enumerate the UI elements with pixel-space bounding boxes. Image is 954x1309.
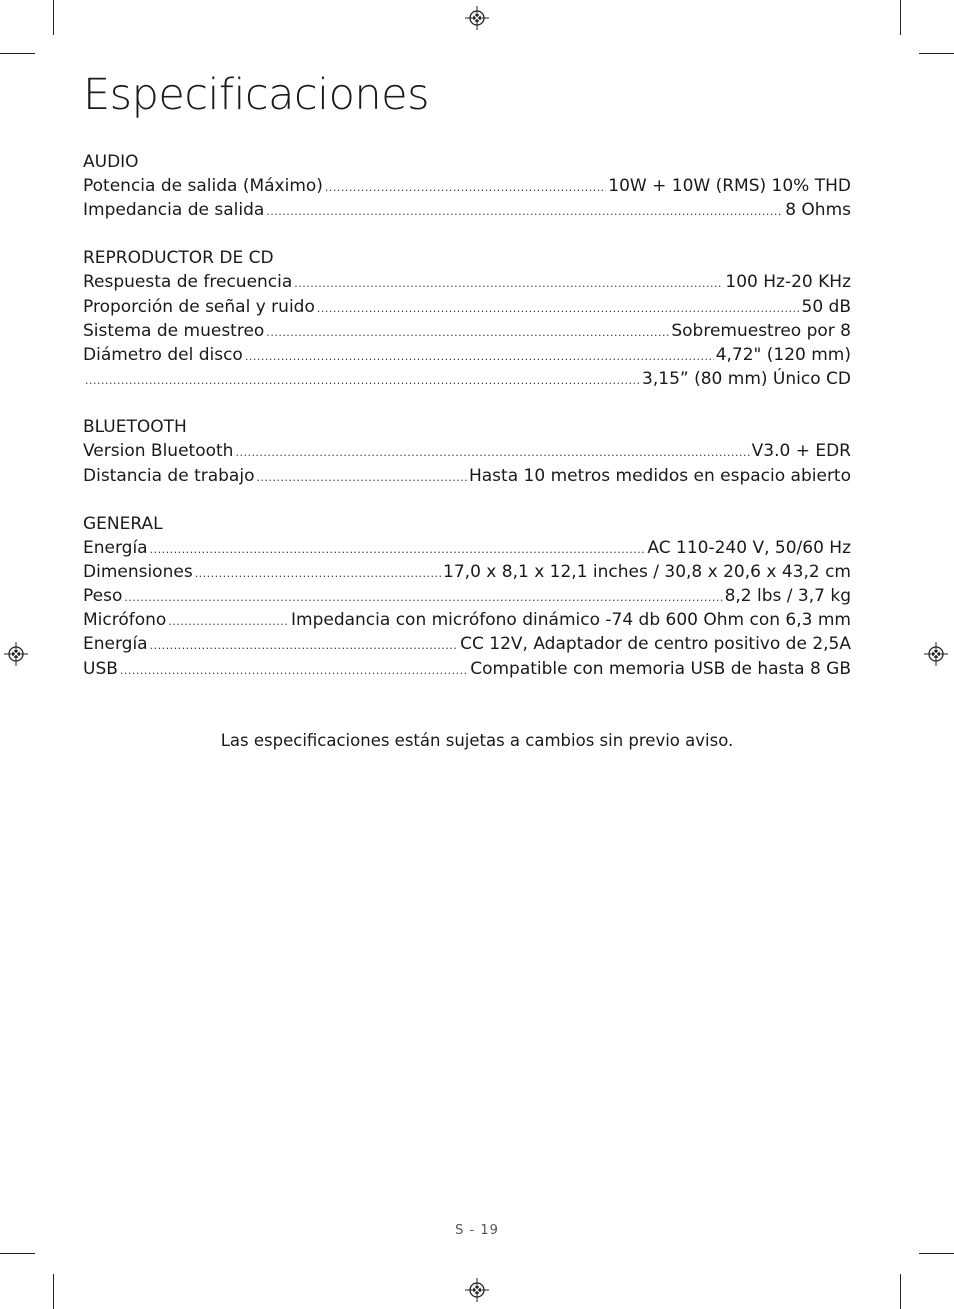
spec-label: Sistema de muestreo xyxy=(83,320,265,341)
spec-value: 10W + 10W (RMS) 10% THD xyxy=(608,176,851,196)
crop-mark xyxy=(0,1253,35,1254)
dot-leader xyxy=(325,176,606,198)
page-title: Especificaciones xyxy=(83,70,429,120)
spec-row xyxy=(83,367,851,391)
dot-leader xyxy=(124,586,722,608)
spec-label: Version Bluetooth xyxy=(83,441,234,462)
section-cd-player xyxy=(83,246,851,391)
spec-row xyxy=(83,632,851,656)
crop-mark xyxy=(53,0,54,35)
section-bluetooth xyxy=(83,415,851,487)
crop-mark xyxy=(919,53,954,54)
page-number: S - 19 xyxy=(455,1223,499,1238)
dot-leader xyxy=(85,369,640,391)
spec-label: Energía xyxy=(83,537,148,558)
spec-row xyxy=(83,657,851,681)
spec-value: Compatible con memoria USB de hasta 8 GB xyxy=(470,658,851,679)
spec-value: 8,2 lbs / 3,7 kg xyxy=(724,586,851,607)
dot-leader xyxy=(266,321,669,343)
spec-label: Micrófono xyxy=(83,610,167,631)
crop-mark xyxy=(0,53,35,54)
spec-row xyxy=(83,295,851,319)
spec-row xyxy=(83,270,851,294)
spec-value: Impedancia con micrófono dinámico -74 db 600 Ohm con 6,3 mm xyxy=(291,610,851,631)
spec-label: Energía xyxy=(83,634,148,655)
spec-row xyxy=(83,174,851,198)
spec-row xyxy=(83,198,851,222)
registration-mark-icon xyxy=(4,642,28,666)
crop-mark xyxy=(900,1274,901,1309)
section-heading: GENERAL xyxy=(83,513,163,534)
spec-row xyxy=(83,439,851,463)
dot-leader xyxy=(120,659,468,681)
spec-value: 8 Ohms xyxy=(785,200,851,221)
spec-label: Distancia de trabajo xyxy=(83,465,255,486)
registration-mark-icon xyxy=(465,1278,489,1302)
spec-row xyxy=(83,343,851,367)
spec-label: Proporción de señal y ruido xyxy=(83,296,315,317)
spec-value: 3,15” (80 mm) Único CD xyxy=(642,369,851,390)
section-audio xyxy=(83,150,851,222)
spec-label: Dimensiones xyxy=(83,561,193,582)
spec-value: 4,72" (120 mm) xyxy=(715,344,851,365)
dot-leader xyxy=(317,297,800,319)
spec-label: Respuesta de frecuencia xyxy=(83,272,293,293)
crop-mark xyxy=(53,1274,54,1309)
spec-row xyxy=(83,319,851,343)
spec-label: Potencia de salida (Máximo) xyxy=(83,176,323,196)
spec-label: USB xyxy=(83,658,118,679)
spec-label: Diámetro del disco xyxy=(83,344,243,365)
spec-value: CC 12V, Adaptador de centro positivo de 2,5A xyxy=(460,634,851,655)
spec-row xyxy=(83,584,851,608)
crop-mark xyxy=(900,0,901,35)
dot-leader xyxy=(294,272,723,294)
spec-row xyxy=(83,560,851,584)
dot-leader xyxy=(256,466,467,488)
spec-value: 100 Hz-20 KHz xyxy=(725,272,851,293)
dot-leader xyxy=(245,345,714,367)
spec-value: 50 dB xyxy=(801,296,851,317)
crop-mark xyxy=(919,1253,954,1254)
dot-leader xyxy=(150,538,646,560)
spec-row xyxy=(83,536,851,560)
disclaimer-note: Las especificaciones están sujetas a cambios sin previo aviso. xyxy=(220,731,734,750)
registration-mark-icon xyxy=(465,6,489,30)
spec-value: Sobremuestreo por 8 xyxy=(671,320,851,341)
spec-value: 17,0 x 8,1 x 12,1 inches / 30,8 x 20,6 x 43,2 cm xyxy=(443,561,851,582)
section-heading: BLUETOOTH xyxy=(83,417,187,438)
spec-label: Impedancia de salida xyxy=(83,200,265,221)
spec-list xyxy=(83,150,851,705)
section-general xyxy=(83,512,851,681)
spec-value: AC 110-240 V, 50/60 Hz xyxy=(647,537,851,558)
spec-value: Hasta 10 metros medidos en espacio abierto xyxy=(468,465,851,486)
dot-leader xyxy=(266,200,783,222)
dot-leader xyxy=(195,562,441,584)
registration-mark-icon xyxy=(924,642,948,666)
spec-value: V3.0 + EDR xyxy=(751,441,851,462)
dot-leader xyxy=(168,610,289,632)
dot-leader xyxy=(235,441,749,463)
section-heading: AUDIO xyxy=(83,152,139,172)
spec-label: Peso xyxy=(83,586,123,607)
spec-row xyxy=(83,464,851,488)
spec-row xyxy=(83,608,851,632)
section-heading: REPRODUCTOR DE CD xyxy=(83,248,274,269)
dot-leader xyxy=(150,634,459,656)
